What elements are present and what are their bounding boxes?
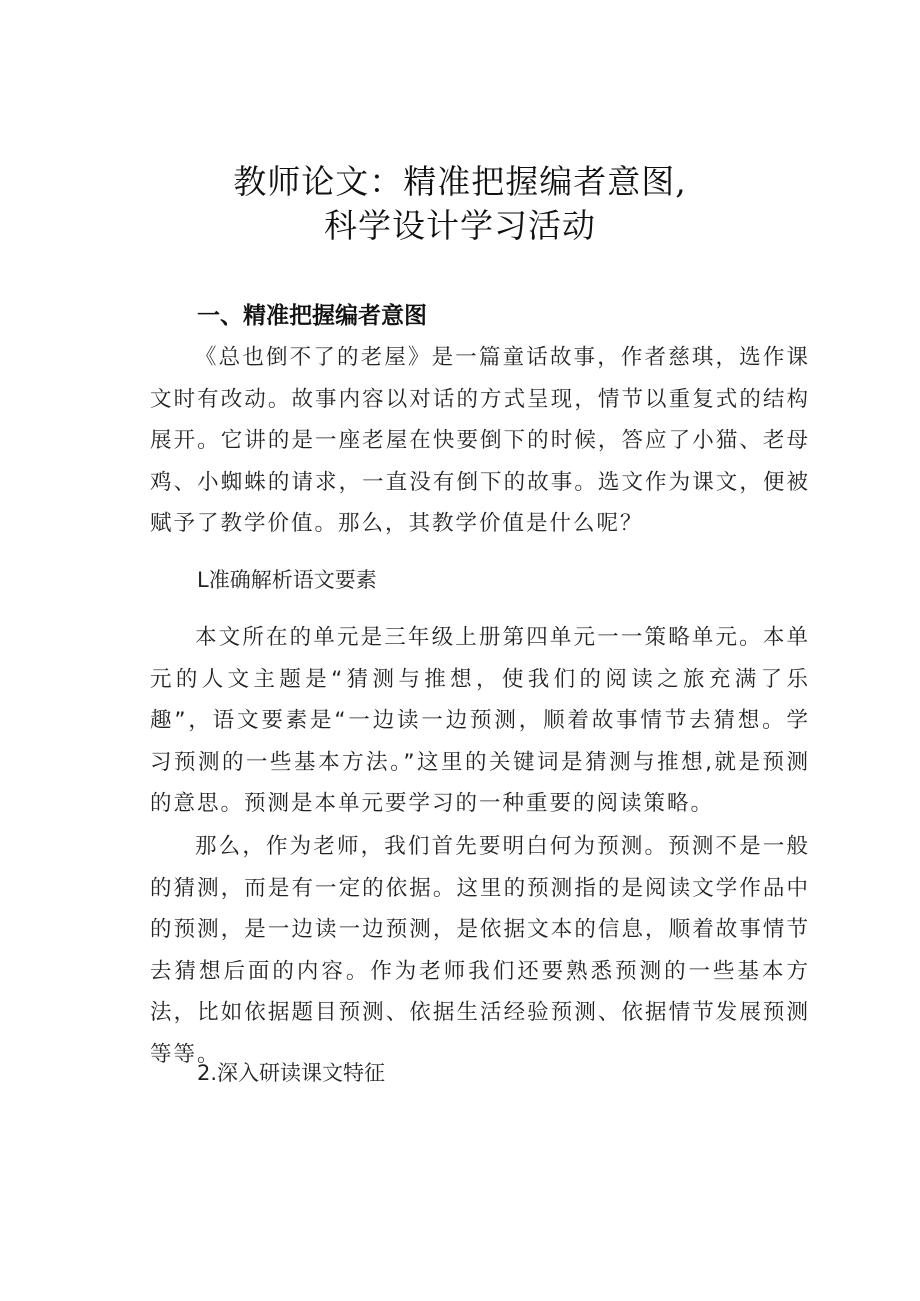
paragraph-3: 那么，作为老师，我们首先要明白何为预测。预测不是一般的猜测，而是有一定的依据。这里的预测指的是阅读文学作品中的预测，是一边读一边预测，是依据文本的信息，顺着故事情节去猜想后面的内容。作为老师我们还要熟悉预测的一些基本方法，比如依据题目预测、依据生活经验预测、依据情节发展预测等等。 (150, 834, 810, 1067)
subheading-1: L准确解析语文要素 (197, 568, 377, 592)
paragraph-1: 《总也倒不了的老屋》是一篇童话故事，作者慈琪，选作课文时有改动。故事内容以对话的方式呈现，情节以重复式的结构展开。它讲的是一座老屋在快要倒下的时候，答应了小猫、老母鸡、小蜘蛛的请求，一直没有倒下的故事。选文作为课文，便被赋予了教学价值。那么，其教学价值是什么呢？ (150, 345, 810, 536)
paragraph-2: 本文所在的单元是三年级上册第四单元一一策略单元。本单元的人文主题是“猜测与推想，使我们的阅读之旅充满了乐趣”，语文要素是“一边读一边预测，顺着故事情节去猜想。学习预测的一些基本方法。”这里的关键词是猜测与推想,就是预测的意思。预测是本单元要学习的一种重要的阅读策略。 (150, 625, 810, 816)
subheading-2: 2.深入研读课文特征 (197, 1061, 386, 1085)
document-title-line-1: 教师论文：精准把握编者意图, (233, 162, 687, 201)
document-title-line-2: 科学设计学习活动 (324, 206, 596, 245)
section-heading-1: 一、精准把握编者意图 (197, 303, 427, 329)
